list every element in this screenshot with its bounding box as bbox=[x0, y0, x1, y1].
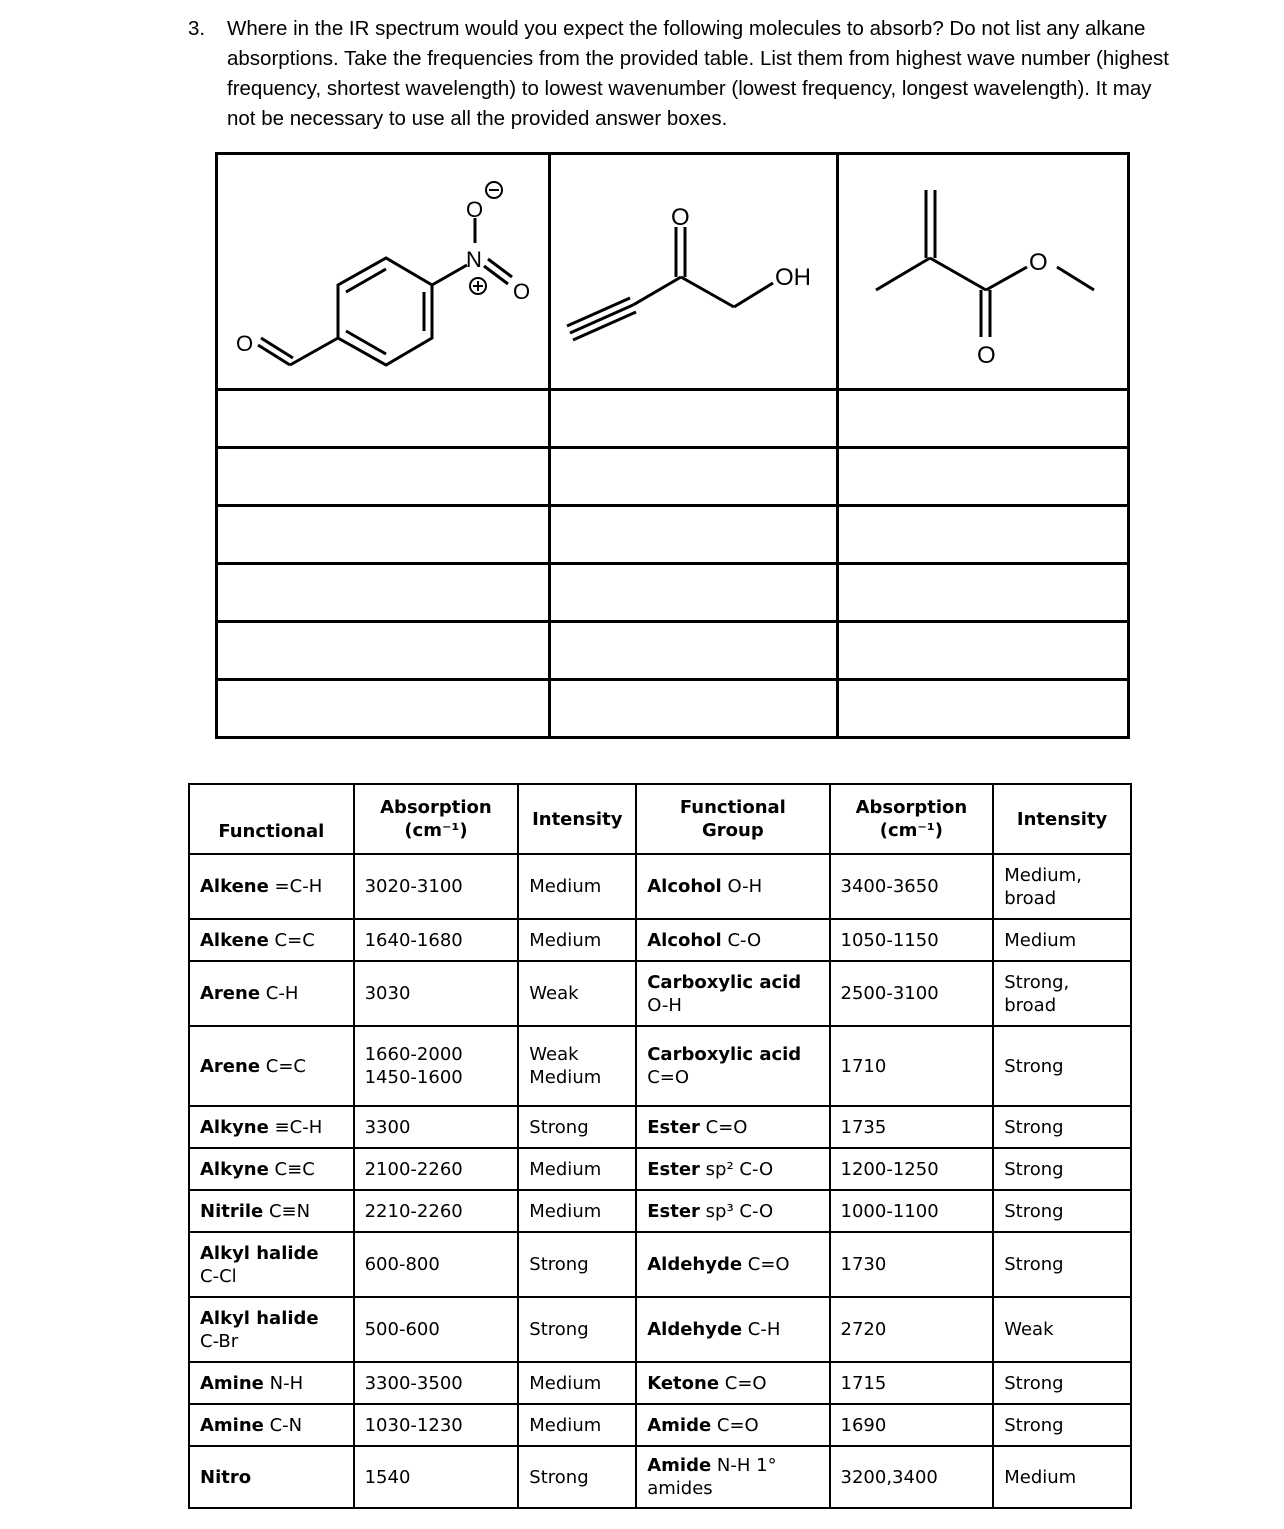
question-text: Where in the IR spectrum would you expect the following molecules to absorb? Do not list any alkane absorptions. Take the frequencies from the provided table. List them from highest wave number (highest frequency, shortest wavelength) to lowest wavenumber (lowest frequency, longest wavelength). It may not be necessary to use all the provided answer boxes. bbox=[227, 17, 1169, 130]
answer-box[interactable] bbox=[550, 506, 838, 564]
ir-table-row bbox=[189, 1362, 1131, 1404]
functional-group-left: Alkene =C-H bbox=[189, 854, 354, 919]
functional-group-left: Nitrile C≡N bbox=[189, 1190, 354, 1232]
intensity-right: Strong, broad bbox=[993, 961, 1131, 1026]
intensity-left: Medium bbox=[518, 1148, 636, 1190]
absorption-right: 1690 bbox=[830, 1404, 994, 1446]
ir-absorption-table bbox=[188, 783, 1132, 1509]
answer-box[interactable] bbox=[838, 680, 1129, 738]
functional-group-right: Ester sp² C-O bbox=[636, 1148, 829, 1190]
intensity-left: Medium bbox=[518, 1362, 636, 1404]
functional-group-left: Nitro bbox=[189, 1446, 354, 1508]
intensity-left: Medium bbox=[518, 854, 636, 919]
molecule-2-cell bbox=[550, 154, 838, 390]
absorption-left: 1540 bbox=[354, 1446, 519, 1508]
header-intensity-left: Intensity bbox=[518, 784, 636, 854]
answer-box[interactable] bbox=[838, 390, 1129, 448]
intensity-left: Strong bbox=[518, 1297, 636, 1362]
functional-group-right: Aldehyde C=O bbox=[636, 1232, 829, 1297]
answer-box[interactable] bbox=[217, 506, 550, 564]
answer-box[interactable] bbox=[838, 448, 1129, 506]
molecule-3-structure bbox=[839, 155, 1127, 388]
intensity-right: Strong bbox=[993, 1362, 1131, 1404]
absorption-left: 1030-1230 bbox=[354, 1404, 519, 1446]
answer-box[interactable] bbox=[217, 680, 550, 738]
answer-box[interactable] bbox=[217, 622, 550, 680]
question-number: 3. bbox=[188, 17, 206, 40]
absorption-right: 2500-3100 bbox=[830, 961, 994, 1026]
ir-table-row bbox=[189, 1148, 1131, 1190]
header-absorption-left: Absorption (cm⁻¹) bbox=[354, 784, 519, 854]
intensity-right: Strong bbox=[993, 1190, 1131, 1232]
absorption-left: 500-600 bbox=[354, 1297, 519, 1362]
answer-box[interactable] bbox=[550, 448, 838, 506]
intensity-left: Weak Medium bbox=[518, 1026, 636, 1106]
intensity-right: Medium bbox=[993, 919, 1131, 961]
absorption-left: 600-800 bbox=[354, 1232, 519, 1297]
answer-box[interactable] bbox=[838, 564, 1129, 622]
absorption-left: 2100-2260 bbox=[354, 1148, 519, 1190]
functional-group-right: Aldehyde C-H bbox=[636, 1297, 829, 1362]
ir-table-row bbox=[189, 1106, 1131, 1148]
intensity-left: Strong bbox=[518, 1106, 636, 1148]
answer-row bbox=[217, 564, 1129, 622]
answer-table bbox=[215, 152, 1130, 739]
answer-box[interactable] bbox=[838, 622, 1129, 680]
intensity-right: Strong bbox=[993, 1026, 1131, 1106]
functional-group-right: Carboxylic acid O-H bbox=[636, 961, 829, 1026]
absorption-right: 1735 bbox=[830, 1106, 994, 1148]
absorption-right: 3200,3400 bbox=[830, 1446, 994, 1508]
ir-table-row bbox=[189, 854, 1131, 919]
answer-row bbox=[217, 680, 1129, 738]
functional-group-left: Arene C=C bbox=[189, 1026, 354, 1106]
absorption-right: 1050-1150 bbox=[830, 919, 994, 961]
intensity-right: Medium, broad bbox=[993, 854, 1131, 919]
ir-table-row bbox=[189, 1404, 1131, 1446]
intensity-right: Strong bbox=[993, 1232, 1131, 1297]
answer-box[interactable] bbox=[550, 564, 838, 622]
molecule-1-cell bbox=[217, 154, 550, 390]
atom-o-carbonyl: O bbox=[977, 342, 996, 369]
atom-oh: OH bbox=[775, 264, 811, 291]
absorption-right: 1715 bbox=[830, 1362, 994, 1404]
ir-table-row bbox=[189, 1026, 1131, 1106]
absorption-right: 1710 bbox=[830, 1026, 994, 1106]
intensity-left: Medium bbox=[518, 1404, 636, 1446]
ir-table-row bbox=[189, 1297, 1131, 1362]
absorption-right: 3400-3650 bbox=[830, 854, 994, 919]
intensity-right: Strong bbox=[993, 1106, 1131, 1148]
intensity-left: Medium bbox=[518, 1190, 636, 1232]
answer-box[interactable] bbox=[550, 680, 838, 738]
ir-table-row bbox=[189, 1190, 1131, 1232]
ir-table-row bbox=[189, 919, 1131, 961]
functional-group-right: Alcohol O-H bbox=[636, 854, 829, 919]
absorption-left: 3300 bbox=[354, 1106, 519, 1148]
answer-box[interactable] bbox=[550, 390, 838, 448]
functional-group-right: Ester sp³ C-O bbox=[636, 1190, 829, 1232]
absorption-right: 1730 bbox=[830, 1232, 994, 1297]
functional-group-left: Alkyl halide C-Cl bbox=[189, 1232, 354, 1297]
functional-group-left: Alkyne C≡C bbox=[189, 1148, 354, 1190]
intensity-right: Strong bbox=[993, 1404, 1131, 1446]
functional-group-left: Amine N-H bbox=[189, 1362, 354, 1404]
ir-table-header bbox=[189, 784, 1131, 854]
functional-group-right: Amide C=O bbox=[636, 1404, 829, 1446]
atom-o-minus: O bbox=[466, 197, 484, 222]
absorption-left: 3020-3100 bbox=[354, 854, 519, 919]
functional-group-left: Alkyl halide C-Br bbox=[189, 1297, 354, 1362]
absorption-right: 1000-1100 bbox=[830, 1190, 994, 1232]
molecule-3-cell bbox=[838, 154, 1129, 390]
functional-group-right: Ketone C=O bbox=[636, 1362, 829, 1404]
atom-o-nitro: O bbox=[513, 279, 531, 304]
answer-box[interactable] bbox=[217, 564, 550, 622]
functional-group-right: Ester C=O bbox=[636, 1106, 829, 1148]
answer-row bbox=[217, 390, 1129, 448]
atom-o-ketone: O bbox=[671, 204, 690, 231]
answer-box[interactable] bbox=[217, 390, 550, 448]
functional-group-right: Alcohol C-O bbox=[636, 919, 829, 961]
intensity-left: Strong bbox=[518, 1446, 636, 1508]
header-functional: Functional bbox=[189, 784, 354, 854]
ir-table-row bbox=[189, 961, 1131, 1026]
answer-row bbox=[217, 622, 1129, 680]
header-absorption-right: Absorption (cm⁻¹) bbox=[830, 784, 994, 854]
answer-box[interactable] bbox=[550, 622, 838, 680]
answer-row bbox=[217, 448, 1129, 506]
molecule-2-structure bbox=[551, 155, 836, 388]
functional-group-left: Amine C-N bbox=[189, 1404, 354, 1446]
atom-n-plus: N bbox=[466, 247, 482, 272]
functional-group-right: Amide N-H 1° amides bbox=[636, 1446, 829, 1508]
atom-o-aldehyde: O bbox=[236, 331, 254, 356]
functional-group-right: Carboxylic acid C=O bbox=[636, 1026, 829, 1106]
ir-table-row bbox=[189, 1232, 1131, 1297]
functional-group-left: Alkyne ≡C-H bbox=[189, 1106, 354, 1148]
functional-group-left: Alkene C=C bbox=[189, 919, 354, 961]
intensity-right: Weak bbox=[993, 1297, 1131, 1362]
atom-o-ester: O bbox=[1029, 249, 1048, 276]
functional-group-left: Arene C-H bbox=[189, 961, 354, 1026]
absorption-left: 1640-1680 bbox=[354, 919, 519, 961]
molecule-1-structure bbox=[218, 155, 548, 388]
intensity-left: Strong bbox=[518, 1232, 636, 1297]
ir-table-row bbox=[189, 1446, 1131, 1508]
absorption-right: 1200-1250 bbox=[830, 1148, 994, 1190]
intensity-left: Weak bbox=[518, 961, 636, 1026]
answer-box[interactable] bbox=[838, 506, 1129, 564]
absorption-left: 3300-3500 bbox=[354, 1362, 519, 1404]
intensity-right: Strong bbox=[993, 1148, 1131, 1190]
absorption-right: 2720 bbox=[830, 1297, 994, 1362]
absorption-left: 3030 bbox=[354, 961, 519, 1026]
absorption-left: 1660-2000 1450-1600 bbox=[354, 1026, 519, 1106]
header-intensity-right: Intensity bbox=[993, 784, 1131, 854]
absorption-left: 2210-2260 bbox=[354, 1190, 519, 1232]
intensity-right: Medium bbox=[993, 1446, 1131, 1508]
answer-box[interactable] bbox=[217, 448, 550, 506]
intensity-left: Medium bbox=[518, 919, 636, 961]
answer-row bbox=[217, 506, 1129, 564]
header-functional-group: Functional Group bbox=[636, 784, 829, 854]
